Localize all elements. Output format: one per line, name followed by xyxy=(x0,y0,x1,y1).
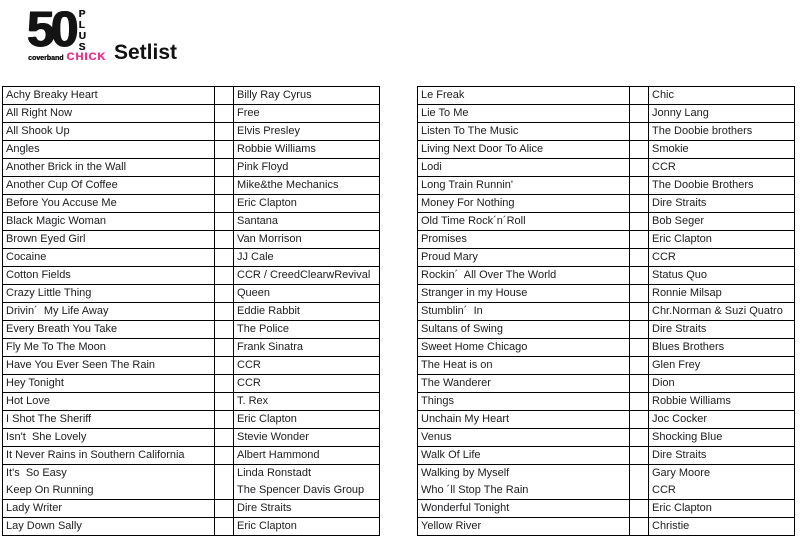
artist-name-cell: Status Quo xyxy=(649,267,795,285)
song-title-cell: Stumblin´ In xyxy=(418,303,630,321)
setlist-row xyxy=(418,357,795,375)
artist-name-cell: T. Rex xyxy=(234,393,380,411)
setlist-row xyxy=(3,429,380,447)
artist-name-cell: Mike&the Mechanics xyxy=(234,177,380,195)
song-title-cell: Living Next Door To Alice xyxy=(418,141,630,159)
setlist-row xyxy=(418,482,795,500)
song-title-cell: Who ´ll Stop The Rain xyxy=(418,482,630,500)
artist-name-cell: Eric Clapton xyxy=(649,500,795,518)
artist-name-cell: JJ Cale xyxy=(234,249,380,267)
artist-name-cell: Frank Sinatra xyxy=(234,339,380,357)
song-title-cell: Walk Of Life xyxy=(418,447,630,465)
setlist-row xyxy=(3,123,380,141)
song-title-cell: Another Cup Of Coffee xyxy=(3,177,215,195)
artist-name-cell: Billy Ray Cyrus xyxy=(234,87,380,105)
setlist-row xyxy=(418,231,795,249)
logo-plus-letter: S xyxy=(78,42,86,53)
setlist-row xyxy=(418,213,795,231)
artist-name-cell: Shocking Blue xyxy=(649,429,795,447)
song-title-cell: Stranger in my House xyxy=(418,285,630,303)
song-title-cell: Lay Down Sally xyxy=(3,518,215,536)
artist-name-cell: CCR xyxy=(234,357,380,375)
spacer-cell xyxy=(215,105,234,123)
spacer-cell xyxy=(215,285,234,303)
spacer-cell xyxy=(630,141,649,159)
setlist-row xyxy=(3,482,380,500)
song-title-cell: Proud Mary xyxy=(418,249,630,267)
setlist-row xyxy=(3,303,380,321)
spacer-cell xyxy=(215,482,234,500)
setlist-row xyxy=(418,195,795,213)
spacer-cell xyxy=(630,393,649,411)
artist-name-cell: Dire Straits xyxy=(234,500,380,518)
setlist-row xyxy=(3,177,380,195)
song-title-cell: Angles xyxy=(3,141,215,159)
song-title-cell: It Never Rains in Southern California xyxy=(3,447,215,465)
spacer-cell xyxy=(215,87,234,105)
artist-name-cell: Albert Hammond xyxy=(234,447,380,465)
setlist-table-left xyxy=(2,86,380,536)
song-title-cell: Things xyxy=(418,393,630,411)
setlist-row xyxy=(3,393,380,411)
artist-name-cell: Christie xyxy=(649,518,795,536)
setlist-row xyxy=(3,231,380,249)
setlist-row xyxy=(418,87,795,105)
artist-name-cell: Pink Floyd xyxy=(234,159,380,177)
spacer-cell xyxy=(215,429,234,447)
song-title-cell: Rockin´ All Over The World xyxy=(418,267,630,285)
song-title-cell: Drivin´ My Life Away xyxy=(3,303,215,321)
spacer-cell xyxy=(215,123,234,141)
artist-name-cell: Stevie Wonder xyxy=(234,429,380,447)
song-title-cell: Hot Love xyxy=(3,393,215,411)
logo-brand-chick: CHICK xyxy=(66,51,107,63)
setlist-row xyxy=(3,87,380,105)
setlist-row xyxy=(3,321,380,339)
song-title-cell: The Heat is on xyxy=(418,357,630,375)
song-title-cell: Le Freak xyxy=(418,87,630,105)
setlist-row xyxy=(418,303,795,321)
song-title-cell: Every Breath You Take xyxy=(3,321,215,339)
logo-plus-letter: L xyxy=(78,20,85,31)
artist-name-cell: The Spencer Davis Group xyxy=(234,482,380,500)
artist-name-cell: Robbie Williams xyxy=(649,393,795,411)
logo-plus-letter: U xyxy=(78,31,86,42)
artist-name-cell: CCR xyxy=(649,159,795,177)
artist-name-cell: Eddie Rabbit xyxy=(234,303,380,321)
artist-name-cell: Dion xyxy=(649,375,795,393)
song-title-cell: Long Train Runnin' xyxy=(418,177,630,195)
spacer-cell xyxy=(215,177,234,195)
artist-name-cell: Eric Clapton xyxy=(234,411,380,429)
song-title-cell: Another Brick in the Wall xyxy=(3,159,215,177)
song-title-cell: Keep On Running xyxy=(3,482,215,500)
song-title-cell: Before You Accuse Me xyxy=(3,195,215,213)
song-title-cell: Wonderful Tonight xyxy=(418,500,630,518)
artist-name-cell: Gary Moore xyxy=(649,465,795,483)
spacer-cell xyxy=(630,105,649,123)
artist-name-cell: Bob Seger xyxy=(649,213,795,231)
spacer-cell xyxy=(630,447,649,465)
spacer-cell xyxy=(215,393,234,411)
setlist-row xyxy=(418,500,795,518)
spacer-cell xyxy=(215,141,234,159)
setlist-row xyxy=(418,267,795,285)
spacer-cell xyxy=(215,465,234,483)
spacer-cell xyxy=(630,285,649,303)
song-title-cell: Unchain My Heart xyxy=(418,411,630,429)
setlist-row xyxy=(418,393,795,411)
spacer-cell xyxy=(630,321,649,339)
song-title-cell: Old Time Rock´n´Roll xyxy=(418,213,630,231)
spacer-cell xyxy=(630,213,649,231)
spacer-cell xyxy=(215,303,234,321)
setlist-row xyxy=(3,159,380,177)
logo-tagline-text: coverband xyxy=(28,55,64,62)
setlist-row xyxy=(3,285,380,303)
song-title-cell: I Shot The Sheriff xyxy=(3,411,215,429)
spacer-cell xyxy=(630,518,649,536)
artist-name-cell: Smokie xyxy=(649,141,795,159)
song-title-cell: Yellow River xyxy=(418,518,630,536)
song-title-cell: Lady Writer xyxy=(3,500,215,518)
setlist-row xyxy=(418,123,795,141)
spacer-cell xyxy=(215,195,234,213)
setlist-row xyxy=(418,177,795,195)
artist-name-cell: Blues Brothers xyxy=(649,339,795,357)
artist-name-cell: Elvis Presley xyxy=(234,123,380,141)
song-title-cell: Walking by Myself xyxy=(418,465,630,483)
spacer-cell xyxy=(215,518,234,536)
artist-name-cell: Eric Clapton xyxy=(649,231,795,249)
song-title-cell: All Shook Up xyxy=(3,123,215,141)
song-title-cell: Isn't She Lovely xyxy=(3,429,215,447)
spacer-cell xyxy=(215,231,234,249)
setlist-row xyxy=(3,105,380,123)
artist-name-cell: The Doobie brothers xyxy=(649,123,795,141)
song-title-cell: It's So Easy xyxy=(3,465,215,483)
setlist-row xyxy=(3,411,380,429)
spacer-cell xyxy=(630,177,649,195)
spacer-cell xyxy=(630,500,649,518)
setlist-row xyxy=(3,447,380,465)
artist-name-cell: Van Morrison xyxy=(234,231,380,249)
setlist-row xyxy=(418,249,795,267)
song-title-cell: Promises xyxy=(418,231,630,249)
setlist-row xyxy=(3,357,380,375)
spacer-cell xyxy=(630,249,649,267)
setlist-row xyxy=(3,249,380,267)
spacer-cell xyxy=(630,195,649,213)
song-title-cell: All Right Now xyxy=(3,105,215,123)
spacer-cell xyxy=(630,465,649,483)
setlist-row xyxy=(3,518,380,536)
logo-plus-vertical-text xyxy=(79,9,86,53)
setlist-row xyxy=(418,429,795,447)
artist-name-cell: Dire Straits xyxy=(649,195,795,213)
setlist-row xyxy=(3,375,380,393)
spacer-cell xyxy=(630,482,649,500)
spacer-cell xyxy=(630,123,649,141)
spacer-cell xyxy=(630,159,649,177)
setlist-row xyxy=(3,339,380,357)
page-title: Setlist xyxy=(114,41,178,64)
spacer-cell xyxy=(215,321,234,339)
artist-name-cell: CCR xyxy=(234,375,380,393)
artist-name-cell: Robbie Williams xyxy=(234,141,380,159)
logo-plus-letter: P xyxy=(78,9,86,20)
song-title-cell: Money For Nothing xyxy=(418,195,630,213)
setlist-row xyxy=(418,375,795,393)
spacer-cell xyxy=(630,267,649,285)
setlist-row xyxy=(418,447,795,465)
setlist-row xyxy=(418,339,795,357)
spacer-cell xyxy=(215,159,234,177)
spacer-cell xyxy=(215,213,234,231)
song-title-cell: Brown Eyed Girl xyxy=(3,231,215,249)
artist-name-cell: CCR xyxy=(649,249,795,267)
artist-name-cell: Free xyxy=(234,105,380,123)
band-logo xyxy=(27,1,107,63)
song-title-cell: Cocaine xyxy=(3,249,215,267)
setlist-row xyxy=(418,321,795,339)
artist-name-cell: The Doobie Brothers xyxy=(649,177,795,195)
artist-name-cell: Linda Ronstadt xyxy=(234,465,380,483)
spacer-cell xyxy=(215,249,234,267)
song-title-cell: Cotton Fields xyxy=(3,267,215,285)
setlist-row xyxy=(418,411,795,429)
spacer-cell xyxy=(630,429,649,447)
setlist-row xyxy=(3,213,380,231)
artist-name-cell: Dire Straits xyxy=(649,321,795,339)
song-title-cell: Sweet Home Chicago xyxy=(418,339,630,357)
spacer-cell xyxy=(215,411,234,429)
spacer-cell xyxy=(630,411,649,429)
spacer-cell xyxy=(215,500,234,518)
artist-name-cell: CCR xyxy=(649,482,795,500)
spacer-cell xyxy=(215,267,234,285)
artist-name-cell: Joc Cocker xyxy=(649,411,795,429)
setlist-row xyxy=(3,141,380,159)
artist-name-cell: Ronnie Milsap xyxy=(649,285,795,303)
song-title-cell: Hey Tonight xyxy=(3,375,215,393)
song-title-cell: The Wanderer xyxy=(418,375,630,393)
setlist-row xyxy=(418,518,795,536)
setlist-row xyxy=(418,465,795,483)
artist-name-cell: Glen Frey xyxy=(649,357,795,375)
artist-name-cell: Jonny Lang xyxy=(649,105,795,123)
song-title-cell: Listen To The Music xyxy=(418,123,630,141)
song-title-cell: Crazy Little Thing xyxy=(3,285,215,303)
setlist-row xyxy=(3,465,380,483)
spacer-cell xyxy=(630,231,649,249)
spacer-cell xyxy=(215,375,234,393)
artist-name-cell: Chic xyxy=(649,87,795,105)
setlist-row xyxy=(3,195,380,213)
artist-name-cell: Eric Clapton xyxy=(234,518,380,536)
setlist-row xyxy=(3,500,380,518)
artist-name-cell: Santana xyxy=(234,213,380,231)
setlist-row xyxy=(418,141,795,159)
song-title-cell: Venus xyxy=(418,429,630,447)
logo-50-text: 50 xyxy=(27,1,75,57)
spacer-cell xyxy=(630,375,649,393)
setlist-row xyxy=(3,267,380,285)
spacer-cell xyxy=(630,303,649,321)
logo-top-row xyxy=(27,1,106,57)
spacer-cell xyxy=(630,339,649,357)
spacer-cell xyxy=(215,447,234,465)
setlist-row xyxy=(418,105,795,123)
spacer-cell xyxy=(215,357,234,375)
song-title-cell: Achy Breaky Heart xyxy=(3,87,215,105)
song-title-cell: Have You Ever Seen The Rain xyxy=(3,357,215,375)
song-title-cell: Lodi xyxy=(418,159,630,177)
artist-name-cell: Chr.Norman & Suzi Quatro xyxy=(649,303,795,321)
artist-name-cell: Dire Straits xyxy=(649,447,795,465)
song-title-cell: Lie To Me xyxy=(418,105,630,123)
song-title-cell: Fly Me To The Moon xyxy=(3,339,215,357)
setlist-row xyxy=(418,285,795,303)
spacer-cell xyxy=(630,357,649,375)
spacer-cell xyxy=(215,339,234,357)
artist-name-cell: CCR / CreedClearwRevival xyxy=(234,267,380,285)
artist-name-cell: Eric Clapton xyxy=(234,195,380,213)
spacer-cell xyxy=(630,87,649,105)
artist-name-cell: Queen xyxy=(234,285,380,303)
artist-name-cell: The Police xyxy=(234,321,380,339)
setlist-table-right xyxy=(417,86,795,536)
setlist-row xyxy=(418,159,795,177)
song-title-cell: Sultans of Swing xyxy=(418,321,630,339)
song-title-cell: Black Magic Woman xyxy=(3,213,215,231)
